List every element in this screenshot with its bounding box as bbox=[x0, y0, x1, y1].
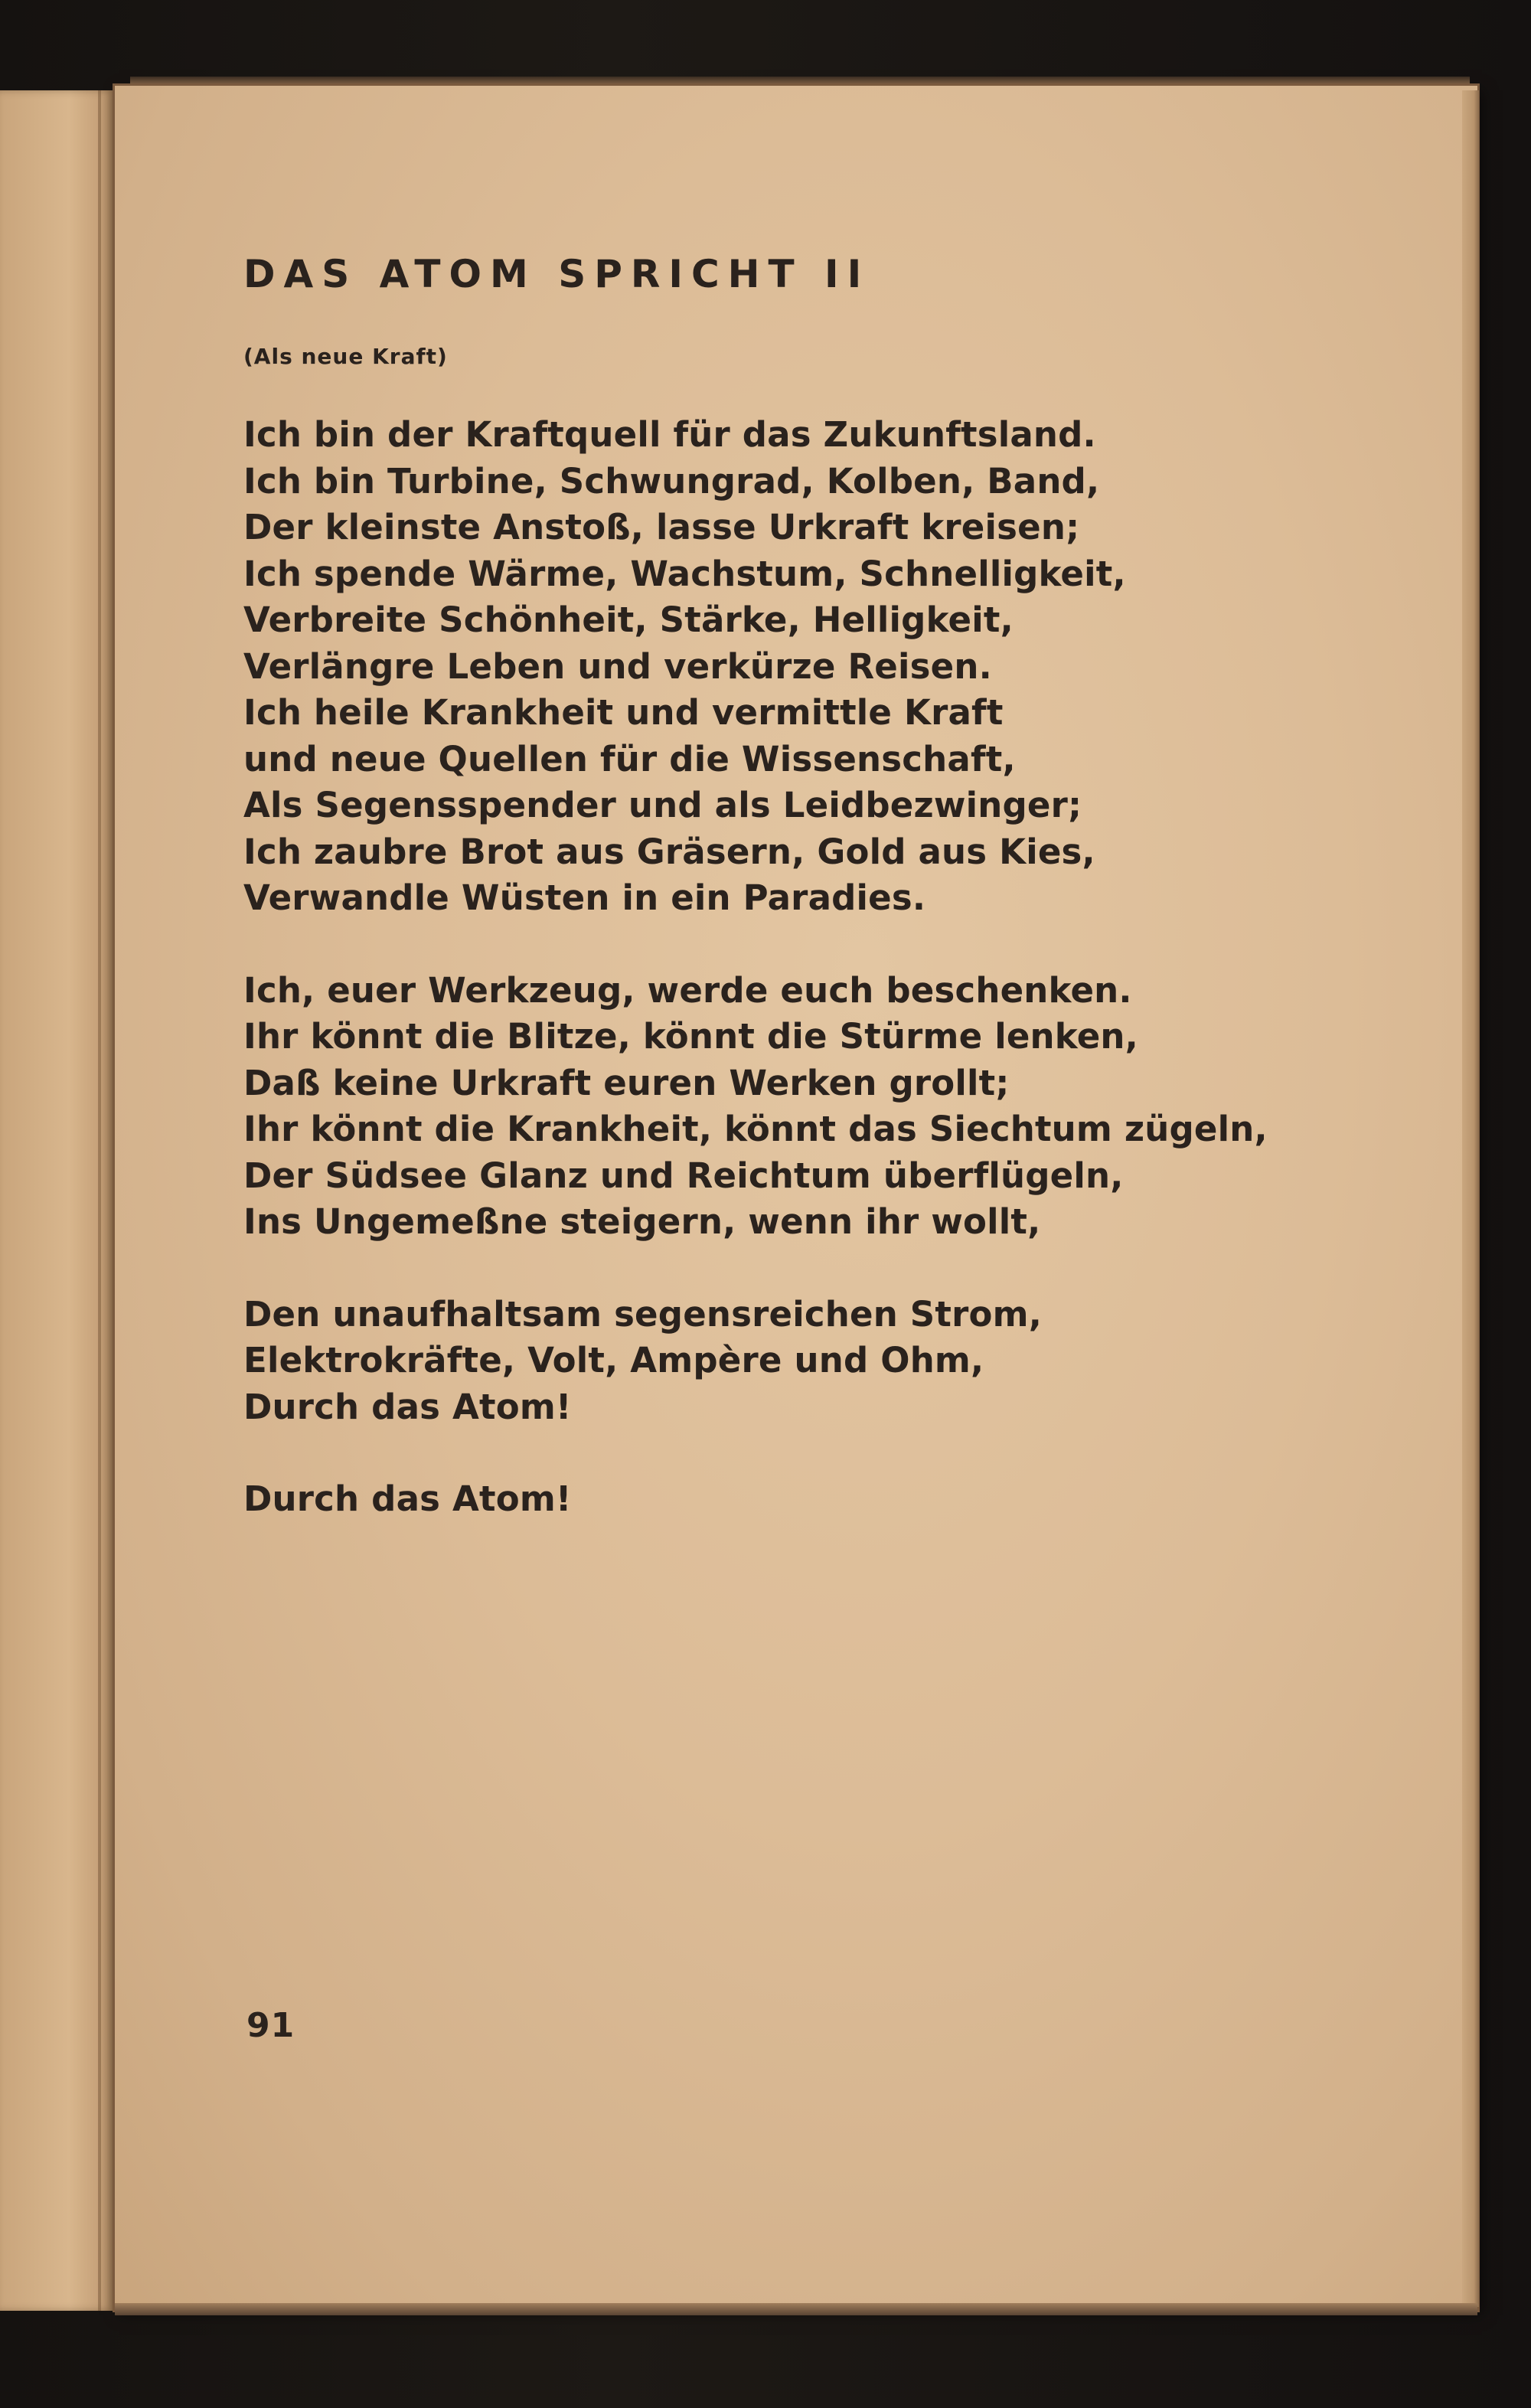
stanza-2 bbox=[243, 968, 1438, 1246]
verse-line: Durch das Atom! bbox=[243, 1478, 572, 1519]
poem-subtitle: (Als neue Kraft) bbox=[243, 344, 448, 369]
verse-line: Ich spende Wärme, Wachstum, Schnelligkeit, bbox=[243, 553, 1126, 594]
verse-line: Ich bin der Kraftquell für das Zukunftsland. bbox=[243, 414, 1096, 455]
verse-line: Verbreite Schönheit, Stärke, Helligkeit, bbox=[243, 600, 1014, 640]
poem-title: DAS ATOM SPRICHT II bbox=[243, 252, 870, 296]
page-right-edge bbox=[1462, 90, 1479, 2307]
verse-line: Ich, euer Werkzeug, werde euch beschenken. bbox=[243, 969, 1132, 1011]
verse-line: Der kleinste Anstoß, lasse Urkraft kreisen; bbox=[243, 507, 1080, 547]
stanza-1 bbox=[243, 412, 1438, 922]
verse-line: Den unaufhaltsam segensreichen Strom, bbox=[243, 1293, 1043, 1335]
verse-line: Als Segensspender und als Leidbezwinger; bbox=[243, 785, 1082, 825]
verse-line: Der Südsee Glanz und Reichtum überflügeln, bbox=[243, 1155, 1124, 1196]
page-bottom-edge bbox=[115, 2303, 1477, 2315]
verse-line: Ihr könnt die Krankheit, könnt das Siechtum zügeln, bbox=[243, 1109, 1268, 1149]
verse-line: Ihr könnt die Blitze, könnt die Stürme lenken, bbox=[243, 1016, 1138, 1057]
book-gutter bbox=[98, 90, 101, 2311]
verse-line: Verlängre Leben und verkürze Reisen. bbox=[243, 645, 992, 687]
verse-line: Ins Ungemeßne steigern, wenn ihr wollt, bbox=[243, 1201, 1041, 1242]
verse-line: Elektrokräfte, Volt, Ampère und Ohm, bbox=[243, 1340, 984, 1380]
verse-line: Durch das Atom! bbox=[243, 1386, 572, 1427]
verse-line: Verwandle Wüsten in ein Paradies. bbox=[243, 877, 926, 918]
verse-line: und neue Quellen für die Wissenschaft, bbox=[243, 738, 1016, 779]
verse-line: Ich bin Turbine, Schwungrad, Kolben, Band, bbox=[243, 460, 1100, 502]
verse-line: Daß keine Urkraft euren Werken grollt; bbox=[243, 1062, 1010, 1103]
verse-line: Ich zaubre Brot aus Gräsern, Gold aus Kies, bbox=[243, 831, 1095, 872]
poem bbox=[243, 243, 1438, 1523]
verse-line: Ich heile Krankheit und vermittle Kraft bbox=[243, 692, 1004, 733]
stanza-4 bbox=[243, 1476, 1438, 1523]
stanza-3 bbox=[243, 1292, 1438, 1431]
page-number: 91 bbox=[246, 2006, 295, 2045]
